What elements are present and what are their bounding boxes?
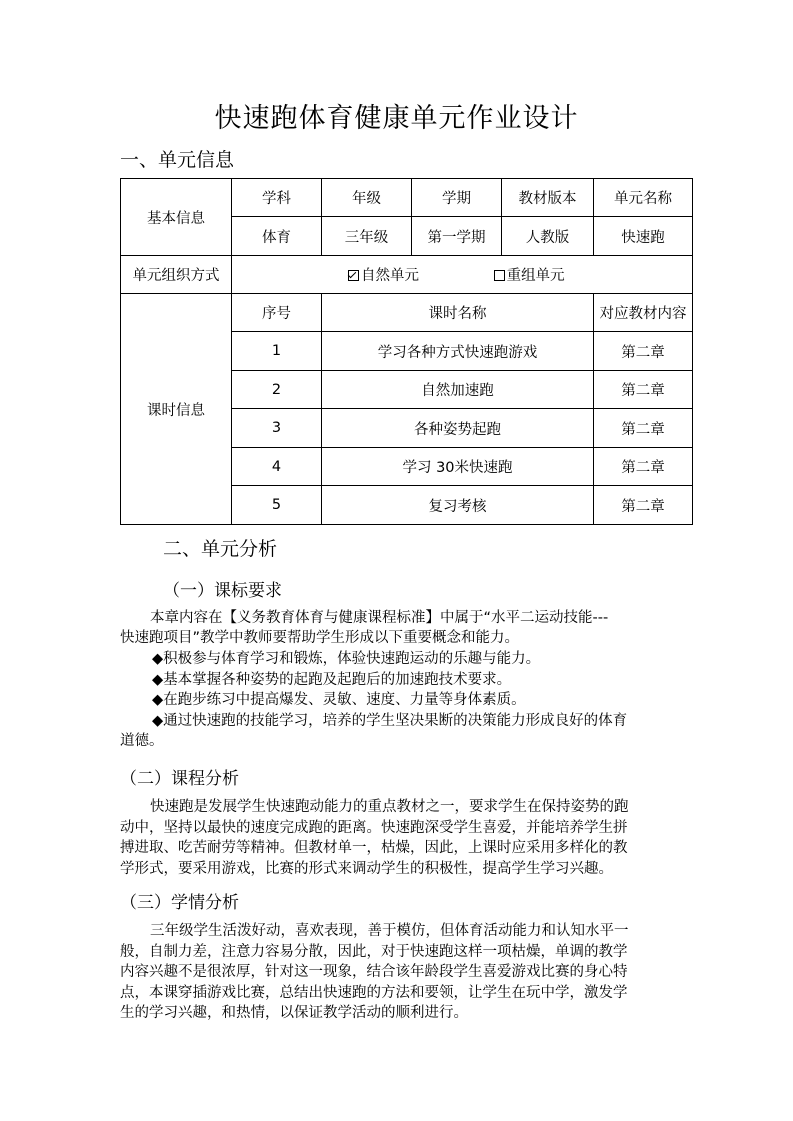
list-item: ◆通过快速跑的技能学习，培养的学生坚决果断的决策能力形成良好的体育 bbox=[152, 713, 628, 729]
lesson-name: 学习 30米快速跑 bbox=[322, 448, 594, 486]
course-analysis-line: 动中，坚持以最快的速度完成跑的距离。快速跑深受学生喜爱，并能培养学生拼 bbox=[120, 820, 628, 836]
unchecked-box-icon[interactable] bbox=[494, 270, 505, 281]
list-item: ◆基本掌握各种姿势的起跑及起跑后的加速跑技术要求。 bbox=[152, 672, 512, 688]
basic-header-cell: 教材版本 bbox=[502, 179, 594, 217]
lesson-chapter: 第二章 bbox=[594, 448, 693, 486]
lesson-name: 自然加速跑 bbox=[322, 371, 594, 409]
lesson-header-cell: 课时名称 bbox=[322, 294, 594, 332]
section-heading-unit-analysis: 二、单元分析 bbox=[163, 538, 278, 560]
lesson-chapter: 第二章 bbox=[594, 332, 693, 371]
lesson-number: 5 bbox=[232, 486, 322, 525]
basic-value-cell: 第一学期 bbox=[412, 217, 502, 256]
lesson-info-label: 课时信息 bbox=[121, 294, 232, 525]
lesson-number: 1 bbox=[232, 332, 322, 371]
learner-analysis-line: 点，本课穿插游戏比赛，总结出快速跑的方法和要领，让学生在玩中学，激发学 bbox=[120, 985, 628, 1001]
learner-analysis-line: 三年级学生活泼好动，喜欢表现，善于模仿，但体育活动能力和认知水平一 bbox=[150, 923, 629, 939]
subheading-learner-analysis: （三）学情分析 bbox=[120, 893, 239, 913]
basic-value-cell: 人教版 bbox=[502, 217, 594, 256]
learner-analysis-line: 生的学习兴趣，和热情，以保证教学活动的顺利进行。 bbox=[120, 1005, 468, 1021]
basic-value-cell: 快速跑 bbox=[594, 217, 693, 256]
option-regrouped-unit[interactable] bbox=[494, 264, 565, 285]
option-natural-unit-label: 自然单元 bbox=[361, 268, 419, 284]
basic-info-label: 基本信息 bbox=[121, 179, 232, 256]
course-analysis-line: 学形式，要采用游戏，比赛的形式来调动学生的积极性，提高学生学习兴趣。 bbox=[120, 861, 613, 877]
lesson-chapter: 第二章 bbox=[594, 371, 693, 409]
section-heading-unit-info: 一、单元信息 bbox=[120, 149, 235, 171]
option-regrouped-unit-label: 重组单元 bbox=[506, 268, 565, 284]
learner-analysis-line: 般，自制力差，注意力容易分散，因此，对于快速跑这样一项枯燥，单调的教学 bbox=[120, 944, 628, 960]
basic-header-cell: 学科 bbox=[232, 179, 322, 217]
list-item-wrap: 道德。 bbox=[120, 733, 164, 749]
basic-header-cell: 学期 bbox=[412, 179, 502, 217]
list-item: ◆在跑步练习中提高爆发、灵敏、速度、力量等身体素质。 bbox=[152, 692, 526, 708]
lesson-number: 3 bbox=[232, 409, 322, 448]
standards-intro-line: 快速跑项目”教学中教师要帮助学生形成以下重要概念和能力。 bbox=[120, 630, 520, 646]
lesson-header-cell: 序号 bbox=[232, 294, 322, 332]
checked-box-icon[interactable] bbox=[348, 270, 359, 281]
basic-value-cell: 三年级 bbox=[322, 217, 412, 256]
organization-label: 单元组织方式 bbox=[121, 256, 232, 294]
basic-value-cell: 体育 bbox=[232, 217, 322, 256]
lesson-chapter: 第二章 bbox=[594, 409, 693, 448]
lesson-name: 各种姿势起跑 bbox=[322, 409, 594, 448]
course-analysis-line: 搏进取、吃苦耐劳等精神。但教材单一，枯燥，因此，上课时应采用多样化的教 bbox=[120, 840, 628, 856]
lesson-name: 学习各种方式快速跑游戏 bbox=[322, 332, 594, 371]
lesson-number: 4 bbox=[232, 448, 322, 486]
basic-header-cell: 单元名称 bbox=[594, 179, 693, 217]
list-item: ◆积极参与体育学习和锻炼，体验快速跑运动的乐趣与能力。 bbox=[152, 651, 541, 667]
page-title: 快速跑体育健康单元作业设计 bbox=[214, 103, 579, 134]
subheading-curriculum-standards: （一）课标要求 bbox=[163, 581, 282, 601]
standards-intro-line: 本章内容在【义务教育体育与健康课程标准】中属于“水平二运动技能--- bbox=[150, 610, 609, 626]
learner-analysis-line: 内容兴趣不是很浓厚，针对这一现象，结合该年龄段学生喜爱游戏比赛的身心特 bbox=[120, 964, 628, 980]
lesson-header-cell: 对应教材内容 bbox=[594, 294, 693, 332]
unit-info-table bbox=[120, 178, 693, 525]
course-analysis-line: 快速跑是发展学生快速跑动能力的重点教材之一，要求学生在保持姿势的跑 bbox=[150, 799, 629, 815]
organization-options bbox=[232, 256, 693, 294]
basic-header-cell: 年级 bbox=[322, 179, 412, 217]
subheading-course-analysis: （二）课程分析 bbox=[120, 769, 239, 789]
lesson-name: 复习考核 bbox=[322, 486, 594, 525]
lesson-chapter: 第二章 bbox=[594, 486, 693, 525]
lesson-number: 2 bbox=[232, 371, 322, 409]
option-natural-unit[interactable] bbox=[348, 264, 419, 285]
